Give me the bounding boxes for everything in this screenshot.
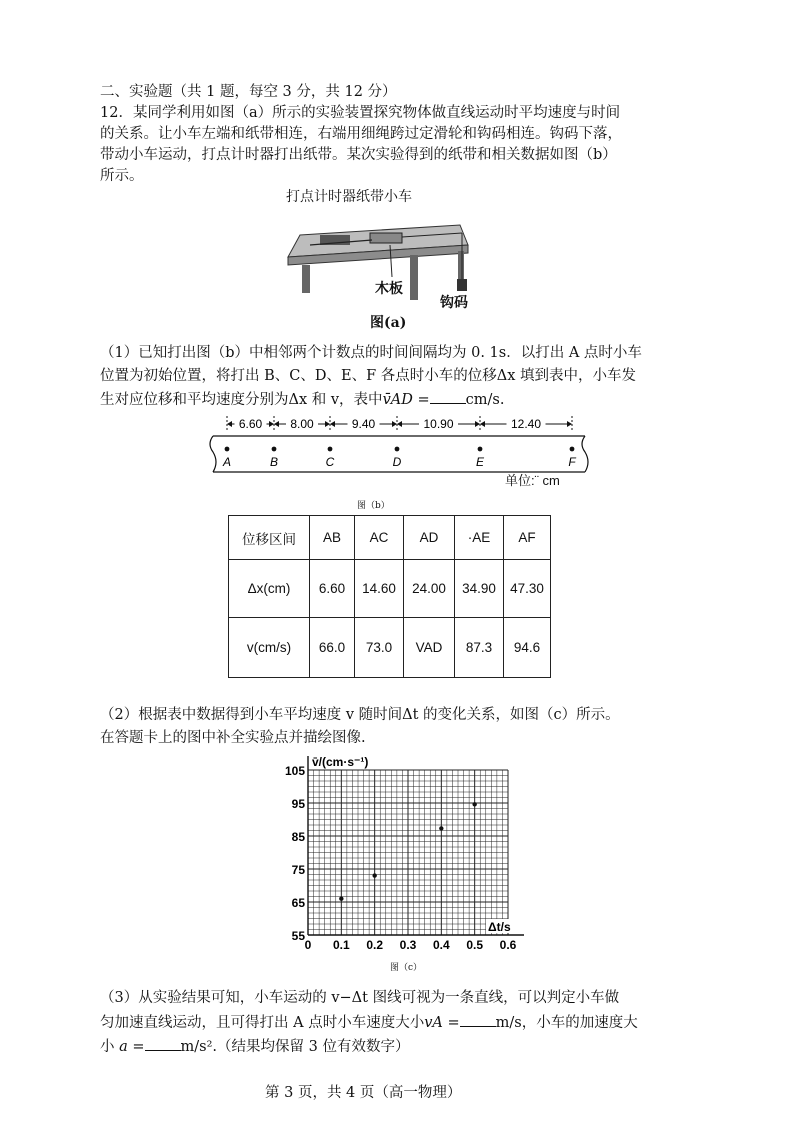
question-line: 12．某同学利用如图（a）所示的实验装置探究物体做直线运动时平均速度与时间: [100, 105, 621, 121]
a-symbol: a =: [119, 1039, 145, 1055]
data-table: [228, 515, 551, 678]
tape-dot: [478, 447, 483, 452]
table-cell: VAD: [404, 618, 455, 678]
tape-arrowhead: [330, 421, 335, 427]
tape-point-label: B: [269, 455, 279, 469]
part1-line3-text: 生对应位移和平均速度分别为Δx 和 v，表中: [100, 392, 383, 408]
part1-unit: cm/s.: [465, 392, 505, 408]
table-cell: 24.00: [404, 560, 455, 618]
page-footer: 第 3 页，共 4 页（高一物理）: [265, 1085, 462, 1101]
tape-arrowhead: [475, 421, 480, 427]
unit-label: 单位:¨ cm: [505, 473, 560, 488]
weight-label: 钩码: [440, 295, 468, 311]
x-tick-label: 0.4: [432, 938, 450, 952]
tape-segment-label: 9.40: [351, 417, 376, 431]
x-tick-label: 0.6: [499, 938, 517, 952]
tape-segment-label: 8.00: [290, 417, 314, 431]
section-heading: 二、实验题（共 1 题，每空 3 分，共 12 分）: [100, 84, 397, 100]
tape-arrowhead: [397, 421, 402, 427]
table-header-cell: AB: [310, 516, 355, 560]
table-header-row: [229, 516, 551, 560]
tape-point-label: F: [568, 455, 576, 469]
table-cell: 94.6: [504, 618, 551, 678]
table-cell: 73.0: [355, 618, 404, 678]
table-cell: 14.60: [355, 560, 404, 618]
y-axis-label: v̄/(cm·s⁻¹): [312, 755, 369, 769]
part3-line: [100, 1036, 409, 1058]
tape-arrowhead: [392, 421, 397, 427]
table-header-cell: 位移区间: [229, 516, 310, 560]
part2-line: （2）根据表中数据得到小车平均速度 v 随时间Δt 的变化关系，如图（c）所示。: [100, 707, 620, 723]
figure-a-caption: 图(a): [370, 315, 407, 331]
table-header-cell: ·AE: [455, 516, 504, 560]
v-a-symbol: vA =: [424, 1015, 460, 1031]
part1-line: 位置为初始位置，将打出 B、C、D、E、F 各点时小车的位移Δx 填到表中，小车发: [100, 368, 636, 384]
tape-segment-label: 12.40: [510, 417, 542, 431]
tape-arrowhead: [480, 421, 485, 427]
figure-b: [205, 412, 590, 512]
x-tick-label: 0.1: [332, 938, 350, 952]
part3-text: m/s².（结果均保留 3 位有效数字）: [180, 1039, 410, 1055]
x-tick-label: 0.2: [366, 938, 384, 952]
table-row: [229, 618, 551, 678]
part1-line: [100, 389, 504, 411]
answer-blank-vad[interactable]: [430, 389, 466, 404]
data-point: [339, 897, 343, 901]
question-line: 所示。: [100, 168, 144, 184]
tape-dot: [272, 447, 277, 452]
tape-arrowhead: [269, 421, 274, 427]
y-tick-label: 95: [291, 797, 305, 811]
table-cell: 87.3: [455, 618, 504, 678]
table-header-cell: AF: [504, 516, 551, 560]
x-tick-label: 0: [304, 938, 312, 952]
tape-dot: [328, 447, 333, 452]
part3-text: 匀加速直线运动，且可得打出 A 点时小车速度大小: [100, 1015, 425, 1031]
table-cell: Δx(cm): [229, 560, 310, 618]
part3-text: m/s，小车的加速度大: [495, 1015, 638, 1031]
tape-arrowhead: [567, 421, 572, 427]
figure-a-top-label: 打点计时器纸带小车: [286, 189, 412, 205]
x-tick-label: 0.5: [466, 938, 484, 952]
figure-a: [280, 185, 480, 335]
question-line: 的关系。让小车左端和纸带相连，右端用细绳跨过定滑轮和钩码相连。钩码下落，: [100, 126, 622, 142]
tape-arrowhead: [227, 421, 232, 427]
table-cell: 66.0: [310, 618, 355, 678]
table-cell: v(cm/s): [229, 618, 310, 678]
table-cell: 47.30: [504, 560, 551, 618]
question-line: 带动小车运动，打点计时器打出纸带。某次实验得到的纸带和相关数据如图（b）: [100, 147, 617, 163]
tape-arrowhead: [274, 421, 279, 427]
answer-blank-va[interactable]: [460, 1012, 496, 1027]
data-point: [472, 802, 476, 806]
tape-point-label: E: [475, 455, 485, 469]
figure-c: [270, 750, 530, 975]
tape-arrowhead: [325, 421, 330, 427]
part3-line: （3）从实验结果可知，小车运动的 v−Δt 图线可视为一条直线，可以判定小车做: [100, 990, 620, 1006]
v-ad-symbol: v̄AD =: [382, 392, 430, 408]
y-tick-label: 75: [291, 863, 305, 877]
y-tick-label: 55: [291, 929, 305, 943]
board-label: 木板: [375, 281, 403, 297]
tape-point-label: A: [222, 455, 232, 469]
x-axis-label: Δt/s: [488, 920, 511, 934]
table-header-cell: AD: [404, 516, 455, 560]
y-tick-label: 65: [291, 896, 305, 910]
tape-dot: [395, 447, 400, 452]
data-point: [372, 873, 376, 877]
table-row: [229, 560, 551, 618]
tape-dot: [570, 447, 575, 452]
data-point: [439, 826, 443, 830]
part3-line: [100, 1012, 638, 1034]
figure-b-caption: 图（b）: [357, 501, 390, 511]
tape-segment-label: 10.90: [423, 417, 454, 431]
part1-line: （1）已知打出图（b）中相邻两个计数点的时间间隔均为 0. 1s．以打出 A 点时小车: [100, 345, 642, 361]
figure-c-caption: 图（c）: [390, 963, 423, 973]
tape-dot: [225, 447, 230, 452]
table-header-cell: AC: [355, 516, 404, 560]
table-cell: 6.60: [310, 560, 355, 618]
x-tick-label: 0.3: [399, 938, 417, 952]
y-tick-label: 105: [284, 764, 305, 778]
velocity-time-chart: [270, 750, 530, 955]
table-cell: 34.90: [455, 560, 504, 618]
part3-text: 小: [100, 1039, 115, 1055]
tape-segment-label: 6.60: [238, 417, 263, 431]
part2-line: 在答题卡上的图中补全实验点并描绘图像.: [100, 730, 366, 746]
y-tick-label: 85: [291, 830, 305, 844]
tape-point-label: C: [325, 455, 335, 469]
tape-point-label: D: [392, 455, 402, 469]
answer-blank-a[interactable]: [145, 1036, 181, 1051]
